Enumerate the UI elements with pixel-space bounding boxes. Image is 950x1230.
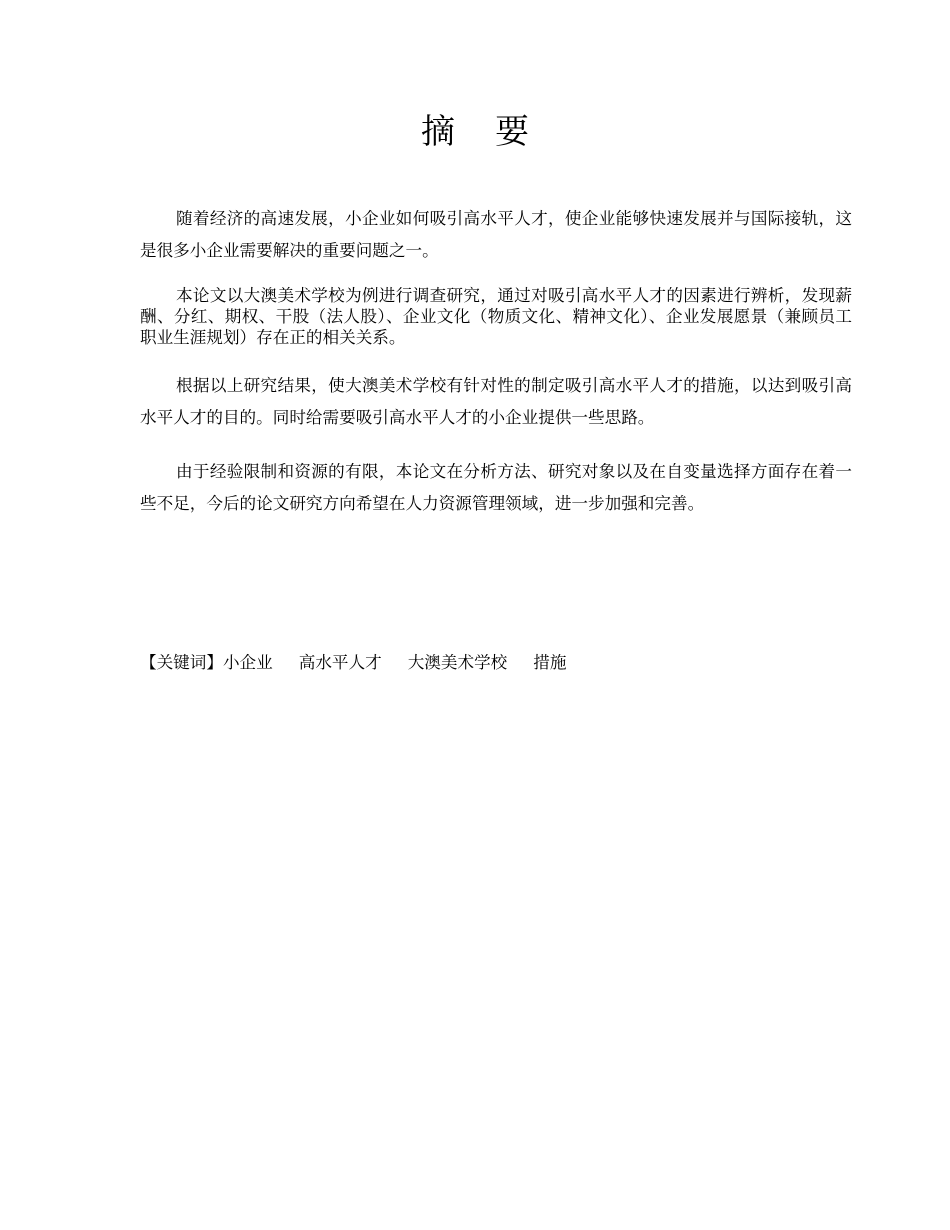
abstract-paragraph-4: 由于经验限制和资源的有限，本论文在分析方法、研究对象以及在自变量选择方面存在着一些不足，今后的论文研究方向希望在人力资源管理领域，进一步加强和完善。 [140,462,852,513]
abstract-paragraph-1: 随着经济的高速发展，小企业如何吸引高水平人才，使企业能够快速发展并与国际接轨，这是很多小企业需要解决的重要问题之一。 [140,209,852,260]
page-title: 摘要 [421,112,569,152]
keyword-item: 小企业 [222,653,273,672]
keyword-item: 措施 [533,653,567,672]
keywords-label: 【关键词】 [140,653,223,672]
abstract-paragraph-3: 根据以上研究结果，使大澳美术学校有针对性的制定吸引高水平人才的措施，以达到吸引高水平人才的目的。同时给需要吸引高水平人才的小企业提供一些思路。 [140,376,852,427]
keyword-item: 大澳美术学校 [407,653,508,672]
keyword-item: 高水平人才 [298,653,382,672]
keywords-line [140,650,566,676]
abstract-paragraph-2: 本论文以大澳美术学校为例进行调查研究，通过对吸引高水平人才的因素进行辨析，发现薪酬、分红、期权、干股（法人股）、企业文化（物质文化、精神文化）、企业发展愿景（兼顾员工职业生涯规划）存在正的相关关系。 [140,286,852,347]
